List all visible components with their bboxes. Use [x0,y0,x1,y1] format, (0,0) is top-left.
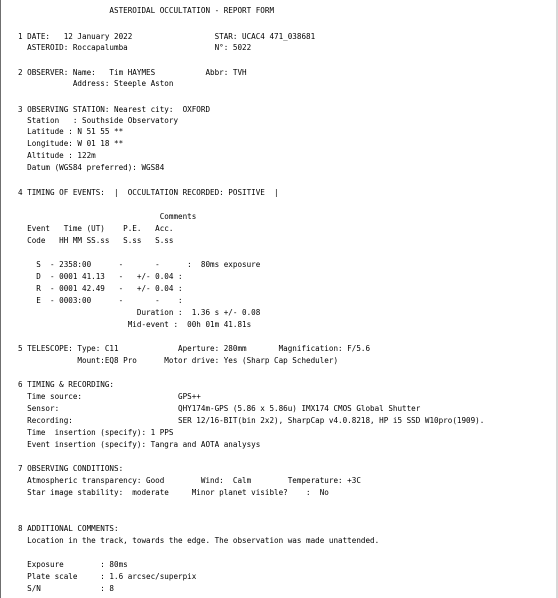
mount-line: Mount:EQ8 Pro Motor drive: Yes (Sharp Cap Scheduler) [18,356,339,365]
asteroid-line: ASTEROID: Roccapalumba N°: 5022 [18,43,252,52]
comments-heading: 8 ADDITIONAL COMMENTS: [18,524,119,533]
location-comment-line: Location in the track, towards the edge. The observation was made unattended. [18,536,380,545]
time-insertion-line: Time insertion (specify): 1 PPS [18,428,174,437]
telescope-line: 5 TELESCOPE: Type: C11 Aperture: 280mm Magnification: F/5.6 [18,344,371,353]
conditions-heading: 7 OBSERVING CONDITIONS: [18,464,124,473]
recording-line: Recording: SER 12/16-BIT(bin 2x2), SharpCap v4.0.8218, HP i5 SSD W10pro(1909). [18,416,485,425]
comments-header: Comments [18,212,197,221]
event-row-e: E - 0003:00 - - : [18,296,183,305]
date-star-line: 1 DATE: 12 January 2022 STAR: UCAC4 471_038681 [18,32,316,41]
time-source-line: Time source: GPS++ [18,392,201,401]
latitude-line: Latitude : N 51 55 ** [18,127,124,136]
recording-heading: 6 TIMING & RECORDING: [18,380,115,389]
transparency-line: Atmospheric transparency: Good Wind: Calm Temperature: +3C [18,476,361,485]
duration-line: Duration : 1.36 s +/- 0.08 [18,308,261,317]
event-units-header: Code HH MM SS.ss S.ss S.ss [18,236,174,245]
timing-heading: 4 TIMING OF EVENTS: | OCCULTATION RECORDED: POSITIVE | [18,188,279,197]
station-line: Station : Southside Observatory [18,116,179,125]
event-row-d: D - 0001 41.13 - +/- 0.04 : [18,272,183,281]
plate-scale-line: Plate scale : 1.6 arcsec/superpix [18,572,197,581]
event-columns-header: Event Time (UT) P.E. Acc. [18,224,174,233]
station-heading: 3 OBSERVING STATION: Nearest city: OXFORD [18,105,211,114]
sensor-line: Sensor: QHY174m-GPS (5.86 x 5.86u) IMX174 CMOS Global Shutter [18,404,421,413]
observer-address-line: Address: Steeple Aston [18,79,174,88]
altitude-line: Altitude : 122m [18,151,96,160]
event-row-s: S - 2358:00 - - : 80ms exposure [18,260,261,269]
stability-line: Star image stability: moderate Minor planet visible? : No [18,488,329,497]
mid-event-line: Mid-event : 00h 01m 41.81s [18,320,252,329]
form-title: ASTEROIDAL OCCULTATION - REPORT FORM [18,6,275,15]
event-insertion-line: Event insertion (specify): Tangra and AOTA analysys [18,440,261,449]
exposure-line: Exposure : 80ms [18,560,128,569]
snr-line: S/N : 8 [18,584,115,593]
event-row-r: R - 0001 42.49 - +/- 0.04 : [18,284,183,293]
longitude-line: Longitude: W 01 18 ** [18,139,124,148]
datum-line: Datum (WGS84 preferred): WGS84 [18,163,165,172]
observer-name-line: 2 OBSERVER: Name: Tim HAYMES Abbr: TVH [18,68,247,77]
